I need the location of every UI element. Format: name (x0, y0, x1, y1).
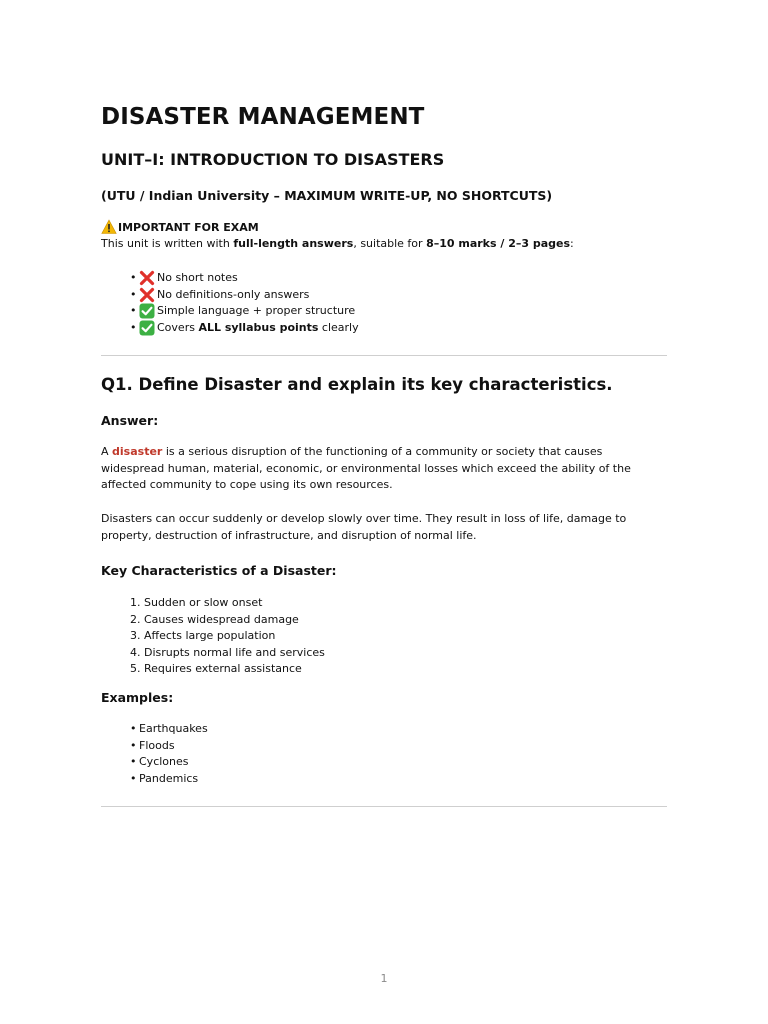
document-title: DISASTER MANAGEMENT (101, 104, 425, 130)
warning-icon (101, 219, 117, 235)
answer-paragraph (101, 444, 667, 494)
list-item (130, 738, 208, 755)
list-item (130, 287, 359, 304)
list-item (130, 270, 359, 287)
list-item: 2. Causes widespread damage (130, 612, 299, 626)
list-item-text (157, 320, 359, 337)
list-item (130, 320, 359, 337)
check-mark-icon (139, 303, 155, 319)
intro-text-part: This unit is written with (101, 237, 234, 250)
cross-mark-icon (139, 287, 155, 303)
list-item: 1. Sudden or slow onset (130, 596, 263, 609)
document-subtitle: (UTU / Indian University – MAXIMUM WRITE-UP, NO SHORTCUTS) (101, 188, 553, 203)
bullet: • (130, 722, 137, 735)
important-label: IMPORTANT FOR EXAM (118, 220, 259, 234)
cross-mark-icon (139, 270, 155, 286)
list-item: 3. Affects large population (130, 629, 276, 642)
list-item (130, 754, 208, 771)
list-item-text: Earthquakes (139, 722, 208, 735)
list-item-text: Pandemics (139, 771, 199, 785)
intro-text-part: , suitable for (353, 237, 427, 250)
list-item-text-part: clearly (318, 320, 359, 334)
check-mark-icon (139, 320, 155, 336)
exam-notes-list (130, 270, 359, 336)
paragraph-text: A (101, 445, 113, 458)
list-item-text: Simple language + proper structure (157, 304, 356, 317)
bullet: • (130, 271, 137, 284)
intro-text (101, 237, 574, 250)
question-title: Q1. Define Disaster and explain its key characteristics. (101, 375, 613, 394)
intro-bold-answers: full-length answers (233, 237, 354, 250)
list-item-text: No short notes (157, 271, 238, 284)
list-item-text: Cyclones (139, 755, 189, 768)
bullet: • (130, 287, 137, 301)
page-number: 1 (380, 972, 388, 985)
list-item-bold: ALL syllabus points (198, 320, 319, 334)
section-divider (101, 355, 667, 356)
bullet: • (130, 320, 137, 334)
list-item (130, 771, 208, 788)
bullet: • (130, 738, 137, 752)
list-item: 4. Disrupts normal life and services (130, 645, 325, 659)
answer-paragraph: Disasters can occur suddenly or develop slowly over time. They result in loss of life, damage to property, destruction of infrastructure, and disruption of normal life. (101, 512, 627, 542)
list-item: 5. Requires external assistance (130, 662, 302, 675)
list-item-text: Floods (139, 738, 175, 752)
answer-label: Answer: (101, 413, 159, 428)
bullet: • (130, 771, 137, 785)
intro-bold-marks: 8–10 marks / 2–3 pages (426, 237, 571, 250)
list-item (130, 721, 208, 738)
intro-text-part: : (570, 237, 574, 250)
list-item-text-part: Covers (157, 320, 199, 334)
examples-list (130, 721, 208, 787)
paragraph-text: is a serious disruption of the functioning of a community or society that causes widespread human, material, economic, or environmental losses which exceed the ability of the affected community to cope using its own resources. (101, 445, 631, 491)
section-divider (101, 806, 667, 807)
highlighted-keyword: disaster (112, 445, 163, 458)
bullet: • (130, 304, 137, 317)
bullet: • (130, 755, 137, 768)
list-item (130, 303, 359, 320)
characteristics-heading: Key Characteristics of a Disaster: (101, 563, 337, 578)
characteristics-list (130, 595, 325, 678)
examples-heading: Examples: (101, 690, 174, 705)
unit-title: UNIT–I: INTRODUCTION TO DISASTERS (101, 150, 445, 169)
list-item-text: No definitions-only answers (157, 287, 310, 301)
important-notice (101, 219, 259, 235)
